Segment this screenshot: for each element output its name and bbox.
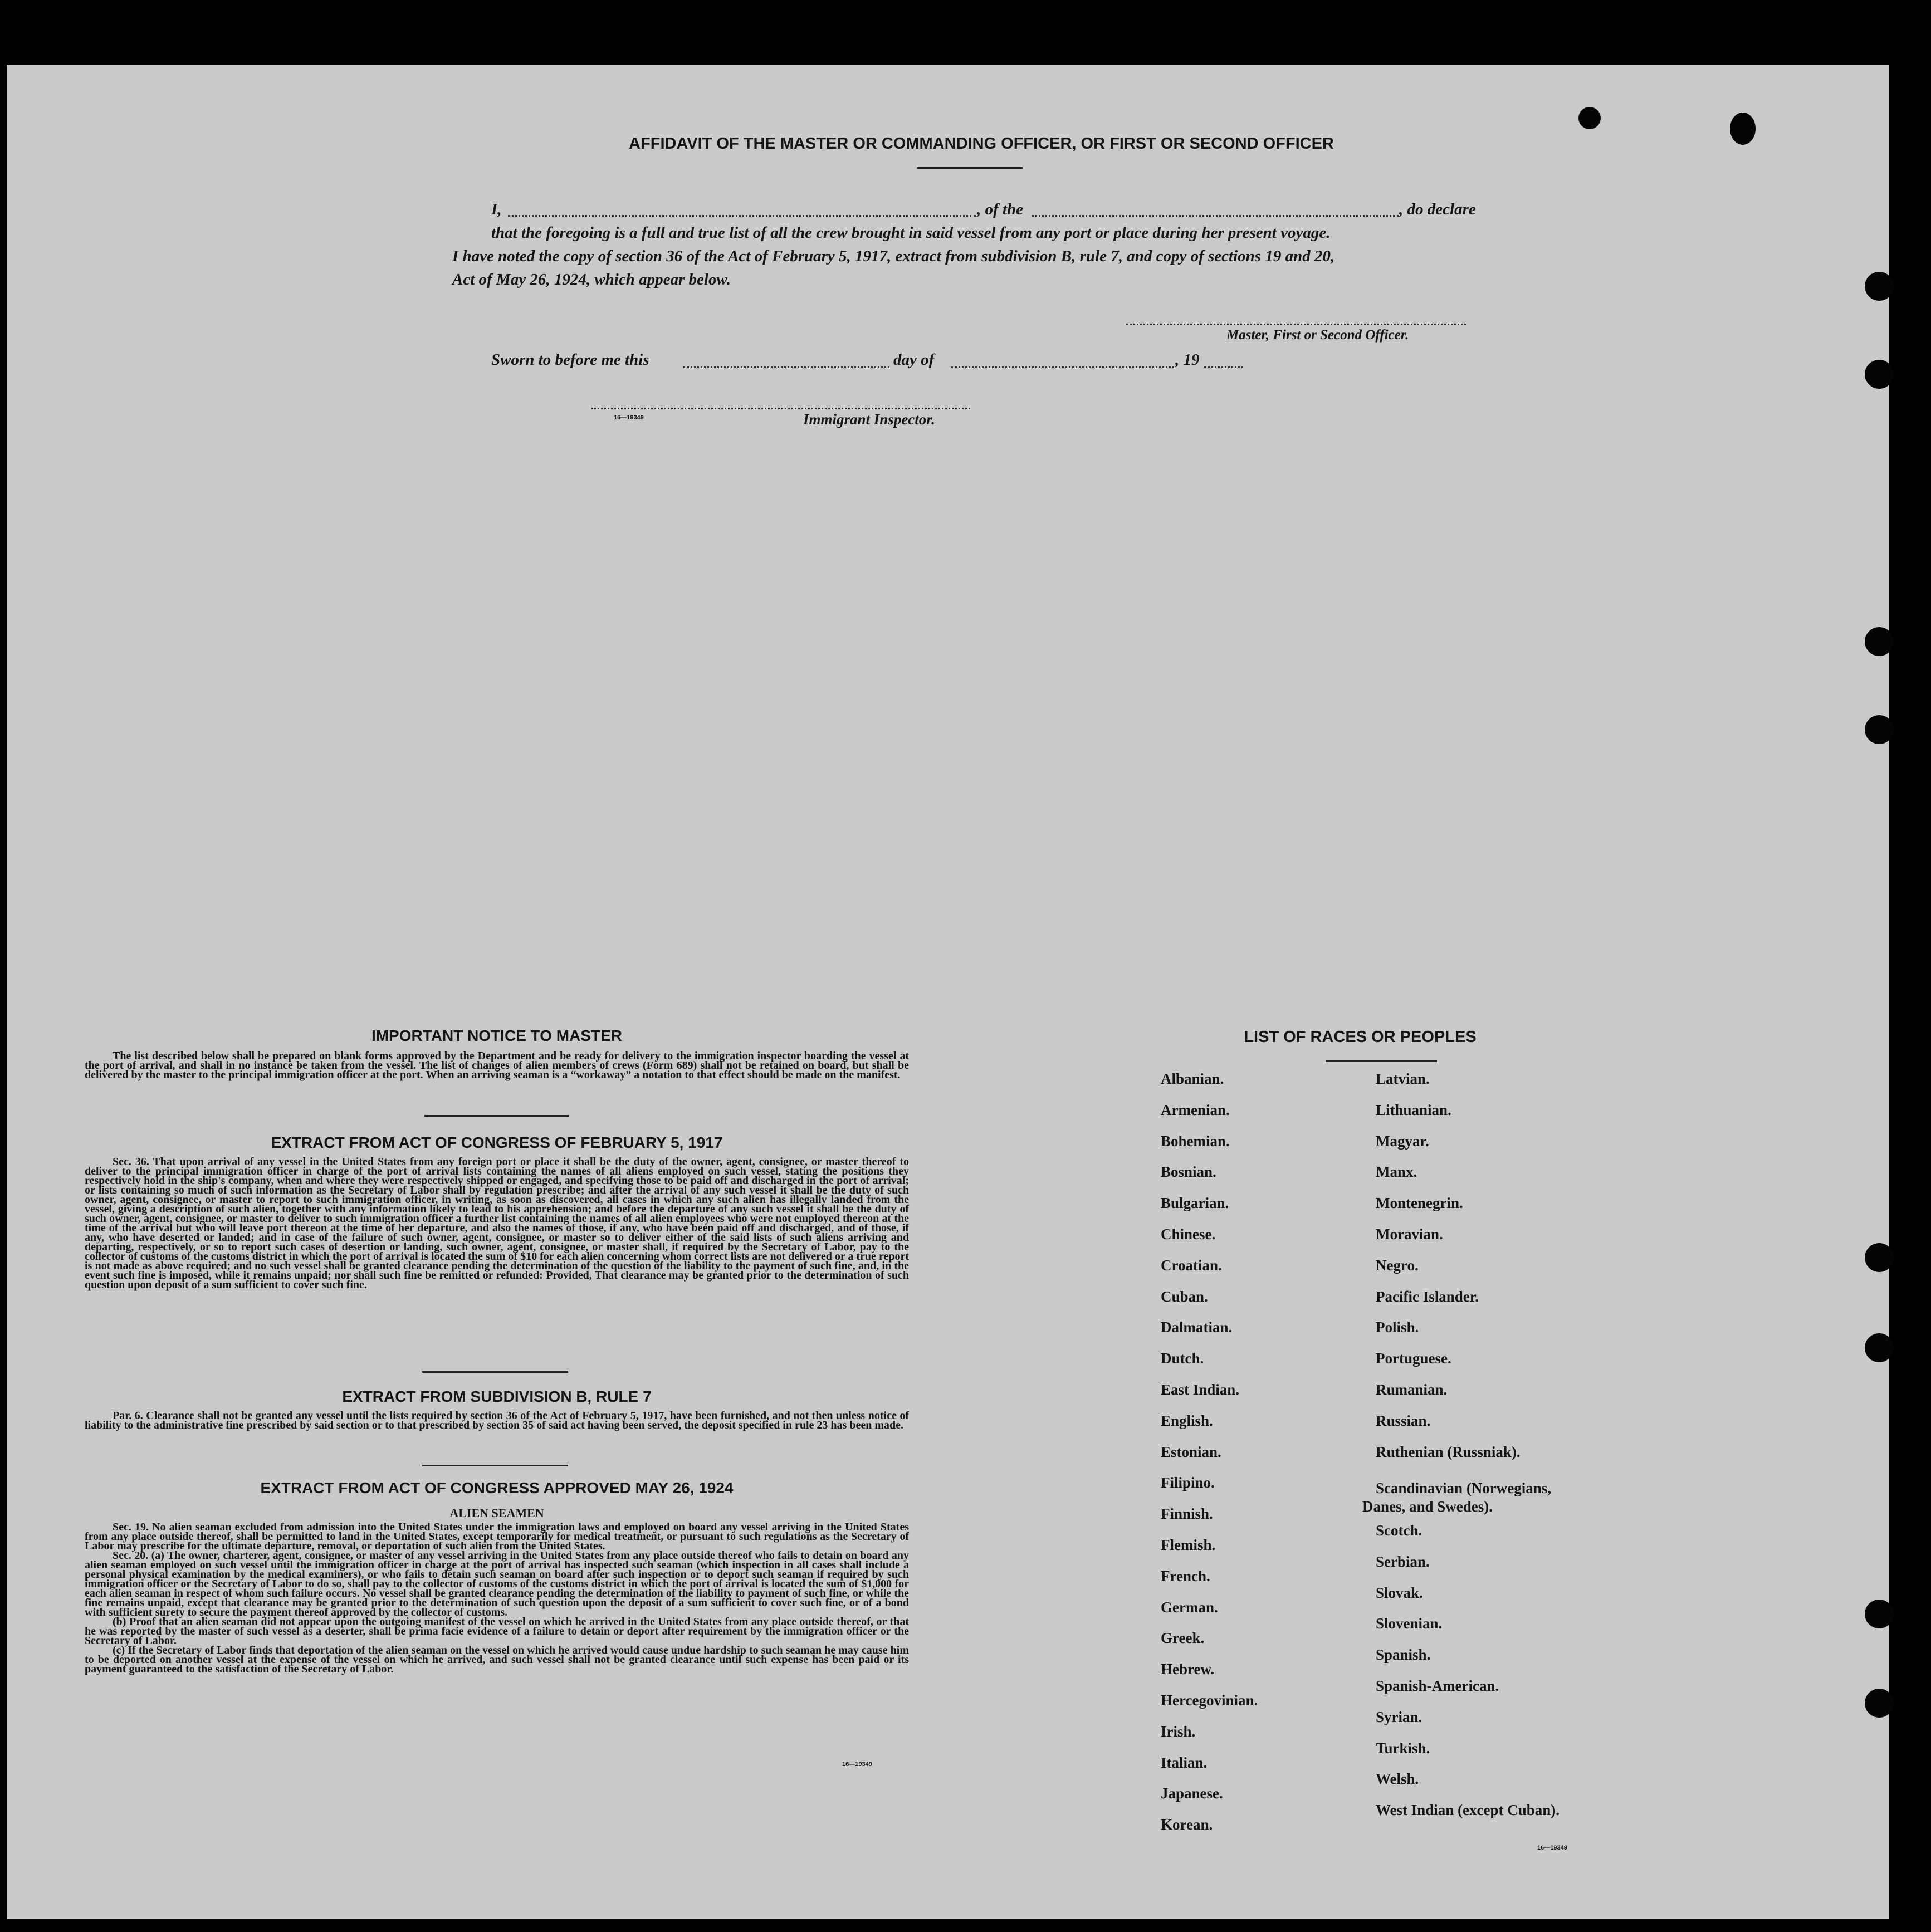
punch-hole xyxy=(1578,107,1601,129)
sec-20b-paragraph: (b) Proof that an alien seaman did not appear upon the outgoing manifest of the vessel on which he arrived in the United States from any place outside thereof, or that he was reported by the master of such vessel as a deserter, shall be prima facie evidence of a failure to detain or deport after requirement by the immigration officer or the Secretary of Labor. xyxy=(85,1616,909,1647)
affidavit-line-2: I have noted the copy of section 36 of the Act of February 5, 1917, extract from subdivision B, rule 7, and copy of sections 19 and 20, xyxy=(452,247,1335,265)
notice-paragraph: The list described below shall be prepared on blank forms approved by the Department and be ready for delivery to the immigration inspector boarding the vessel at the port of arrival, and shall in no instance be taken from the vessel. The list of changes of alien members of crews (Form 689) shall not be retained on board, but shall be delivered by the master to the principal immigration officer at the port. When an arriving seaman is a “workaway” a notation to that effect should be made on the manifest. xyxy=(85,1050,909,1081)
day-of-label: day of xyxy=(893,351,935,369)
sworn-month-field[interactable] xyxy=(951,366,1174,368)
race-item: Bohemian. xyxy=(1161,1133,1230,1150)
race-item: Scotch. xyxy=(1376,1522,1422,1539)
master-signature-field[interactable] xyxy=(1126,324,1466,325)
notice-text xyxy=(85,1051,909,1080)
race-item: German. xyxy=(1161,1599,1218,1616)
race-item: Italian. xyxy=(1161,1754,1208,1771)
races-title: LIST OF RACES OR PEOPLES xyxy=(1244,1028,1477,1046)
declare-label: , do declare xyxy=(1399,200,1476,218)
race-item: Lithuanian. xyxy=(1376,1102,1451,1118)
i-label: I, xyxy=(491,200,502,218)
affidavit-line-3: Act of May 26, 1924, which appear below. xyxy=(452,271,731,288)
race-item: Serbian. xyxy=(1376,1553,1430,1570)
sec-20c-paragraph: (c) If the Secretary of Labor finds that deportation of the alien seaman on the vessel on which he arrived would cause undue hardship to such seaman he may cause him to be deported on another vessel at the expense of the vessel on which he arrived, and such vessel shall not be granted clearance until such expense has been paid or its payment guaranteed to the satisfaction of the Secretary of Labor. xyxy=(85,1644,909,1675)
race-item: Dalmatian. xyxy=(1161,1319,1233,1336)
race-item: Moravian. xyxy=(1376,1226,1443,1243)
punch-hole xyxy=(1730,113,1756,145)
inspector-signature-field[interactable] xyxy=(591,408,970,409)
punch-hole xyxy=(1865,272,1894,301)
title-divider xyxy=(917,167,1023,169)
punch-hole xyxy=(1865,1243,1894,1272)
extract-rule7-text xyxy=(85,1411,909,1430)
punch-hole xyxy=(1865,715,1894,744)
race-item: Estonian. xyxy=(1161,1444,1221,1460)
race-item: Ruthenian (Russniak). xyxy=(1376,1444,1521,1460)
race-item: Hercegovinian. xyxy=(1161,1692,1258,1709)
section-divider xyxy=(424,1115,569,1117)
race-item: Turkish. xyxy=(1376,1740,1430,1757)
race-item: Dutch. xyxy=(1161,1350,1204,1367)
race-item: Montenegrin. xyxy=(1376,1195,1463,1211)
race-item: Pacific Islander. xyxy=(1376,1288,1479,1305)
affidavit-line-1: that the foregoing is a full and true list of all the crew brought in said vessel from any port or place during her present voyage. xyxy=(491,224,1331,242)
race-item: Greek. xyxy=(1161,1630,1205,1646)
race-item: Russian. xyxy=(1376,1412,1431,1429)
race-item: Chinese. xyxy=(1161,1226,1216,1243)
race-item: East Indian. xyxy=(1161,1381,1240,1398)
name-field[interactable] xyxy=(508,215,976,217)
race-item: Bosnian. xyxy=(1161,1163,1216,1180)
race-item: Irish. xyxy=(1161,1723,1196,1740)
race-item: Korean. xyxy=(1161,1816,1213,1833)
punch-hole xyxy=(1865,1689,1894,1718)
race-item: Flemish. xyxy=(1161,1537,1216,1553)
race-item: Polish. xyxy=(1376,1319,1419,1336)
notice-title: IMPORTANT NOTICE TO MASTER xyxy=(371,1027,623,1044)
race-item: Cuban. xyxy=(1161,1288,1208,1305)
race-item: French. xyxy=(1161,1568,1210,1584)
race-item: Negro. xyxy=(1376,1257,1419,1274)
punch-hole xyxy=(1865,627,1894,656)
of-the-label: , of the xyxy=(977,200,1023,218)
form-number: 16—19349 xyxy=(614,414,644,421)
race-item: Danes, and Swedes). xyxy=(1362,1498,1493,1515)
extract-1917-title: EXTRACT FROM ACT OF CONGRESS OF FEBRUARY 5, 1917 xyxy=(271,1134,723,1151)
race-item: Welsh. xyxy=(1376,1770,1419,1787)
race-item: Manx. xyxy=(1376,1163,1417,1180)
sec-36-paragraph: Sec. 36. That upon arrival of any vessel in the United States from any foreign port or place it shall be the duty of the owner, agent, consignee, or master thereof to deliver to the principal immigration officer in charge of the port of arrival lists containing the names of all aliens employed on such vessel, stating the positions they respectively hold in the ship's company, when and where they were respectively shipped or engaged, and specifying those to be paid off and discharged in the port of arrival; or lists containing so much of such information as the Secretary of Labor shall by regulation prescribe; and after the arrival of any such vessel it shall be the duty of such owner, agent, consignee, or master to report to such immigration officer, in writing, as soon as discovered, all cases in which any such alien has illegally landed from the vessel, giving a description of such alien, together with any information likely to lead to his apprehension; and before the departure of any such vessel it shall be the duty of such owner, agent, consignee, or master to deliver to such immigration officer a further list containing the names of all alien employees who were not employed thereon at the time of the arrival but who will leave port thereon at the time of her departure, and also the names of those, if any, who have been paid off and discharged, and of those, if any, who have deserted or landed; and in case of the failure of such owner, agent, consignee, or master so to deliver either of the said lists of such aliens arriving and departing, respectively, or so to report such cases of desertion or landing, such owner, agent, consignee, or master shall, if required by the Secretary of Labor, pay to the collector of customs of the customs district in which the port of arrival is located the sum of $10 for each alien concerning whom correct lists are not delivered or a true report is not made as above required; and no such vessel shall be granted clearance pending the determination of the question of the liability to the payment of such fine, and, in the event such fine is imposed, while it remains unpaid; nor shall such fine be remitted or refunded: Provided, That clearance may be granted prior to the determination of such question upon deposit of a sum sufficient to cover such fine. xyxy=(85,1156,909,1291)
race-item: Finnish. xyxy=(1161,1505,1213,1522)
race-item: Magyar. xyxy=(1376,1133,1429,1150)
race-item: Syrian. xyxy=(1376,1709,1422,1725)
affidavit-title: AFFIDAVIT OF THE MASTER OR COMMANDING OFFICER, OR FIRST OR SECOND OFFICER xyxy=(629,135,1334,153)
race-item: Portuguese. xyxy=(1376,1350,1451,1367)
race-item: English. xyxy=(1161,1412,1213,1429)
race-item: Bulgarian. xyxy=(1161,1195,1229,1211)
race-item: Japanese. xyxy=(1161,1785,1223,1802)
form-number: 16—19349 xyxy=(842,1761,872,1768)
extract-1924-text xyxy=(85,1523,909,1674)
year-label: , 19 xyxy=(1175,351,1200,369)
vessel-field[interactable] xyxy=(1032,215,1399,217)
races-divider xyxy=(1326,1060,1437,1062)
race-item: Rumanian. xyxy=(1376,1381,1448,1398)
race-item: West Indian (except Cuban). xyxy=(1376,1802,1560,1818)
race-item: Latvian. xyxy=(1376,1070,1430,1087)
form-page xyxy=(7,65,1889,1919)
sec-19-paragraph: Sec. 19. No alien seaman excluded from admission into the United States under the immigration laws and employed on board any vessel arriving in the United States from any place outside thereof, shall be permitted to land in the United States, except temporarily for medical treatment, or pursuant to such regulations as the Secretary of Labor may prescribe for the ultimate departure, removal, or deportation of such alien from the United States. xyxy=(85,1521,909,1552)
alien-seamen-heading: ALIEN SEAMEN xyxy=(449,1506,544,1520)
punch-hole xyxy=(1865,360,1894,389)
inspector-label: Immigrant Inspector. xyxy=(803,411,936,428)
section-divider xyxy=(422,1465,568,1466)
race-item: Croatian. xyxy=(1161,1257,1222,1274)
extract-rule7-title: EXTRACT FROM SUBDIVISION B, RULE 7 xyxy=(342,1388,652,1405)
punch-hole xyxy=(1865,1333,1894,1362)
extract-1917-text xyxy=(85,1157,909,1290)
master-signature-label: Master, First or Second Officer. xyxy=(1226,327,1409,343)
race-item: Armenian. xyxy=(1161,1102,1230,1118)
extract-1924-title: EXTRACT FROM ACT OF CONGRESS APPROVED MAY 26, 1924 xyxy=(260,1479,734,1496)
race-item: Slovenian. xyxy=(1376,1615,1443,1632)
race-item: Slovak. xyxy=(1376,1584,1423,1601)
punch-hole xyxy=(1865,1600,1894,1628)
race-item: Spanish-American. xyxy=(1376,1677,1499,1694)
sec-20a-paragraph: Sec. 20. (a) The owner, charterer, agent, consignee, or master of any vessel arriving in the United States from any place outside thereof who fails to detain on board any alien seaman employed on such vessel until the immigration officer in charge at the port of arrival has inspected such seaman (which inspection in all cases shall include a personal physical examination by the medical examiners), or who fails to detain such seaman on board after such inspection or to deport such seaman if required by such immigration officer or the Secretary of Labor to do so, shall pay to the collector of customs of the customs district in which the port of arrival is located the sum of $1,000 for each alien seaman in respect of whom such failure occurs. No vessel shall be granted clearance pending the determination of the liability to payment of such fine, or while the fine remains unpaid, except that clearance may be granted prior to the determination of such question upon the deposit of a sum sufficient to cover such fine, or of a bond with sufficient surety to secure the payment thereof approved by the collector of customs. xyxy=(85,1549,909,1618)
sworn-day-field[interactable] xyxy=(683,366,889,368)
race-item: Filipino. xyxy=(1161,1474,1215,1491)
race-item: Spanish. xyxy=(1376,1646,1431,1663)
race-item: Scandinavian (Norwegians, xyxy=(1376,1480,1552,1496)
race-item: Hebrew. xyxy=(1161,1661,1215,1677)
section-divider xyxy=(422,1371,568,1373)
form-number: 16—19349 xyxy=(1537,1845,1567,1851)
sworn-label: Sworn to before me this xyxy=(491,351,649,369)
race-item: Albanian. xyxy=(1161,1070,1224,1087)
sworn-year-field[interactable] xyxy=(1204,366,1243,368)
par-6-paragraph: Par. 6. Clearance shall not be granted any vessel until the lists required by section 36 of the Act of February 5, 1917, have been furnished, and not then unless notice of liability to the administrative fine prescribed by said section or to that prescribed by section 35 of said act having been served, the deposit specified in rule 23 has been made. xyxy=(85,1410,909,1431)
